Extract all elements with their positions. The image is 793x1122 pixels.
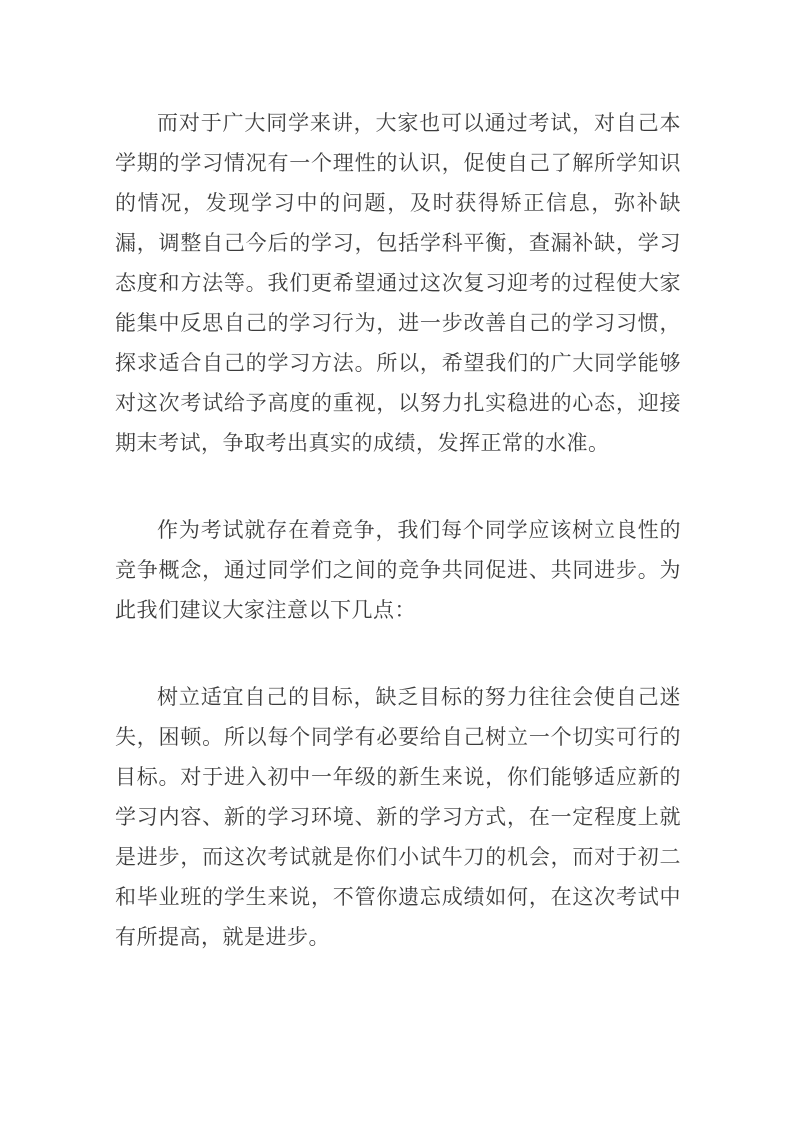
paragraph-goal-setting: 树立适宜自己的目标，缺乏目标的努力往往会使自己迷失，困顿。所以每个同学有必要给自己树立一个切实可行的目标。对于进入初中一年级的新生来说，你们能够适应新的学习内容、新的学习环境、新的学习方式，在一定程度上就是进步，而这次考试就是你们小试牛刀的机会，而对于初二和毕业班的学生来说，不管你遗忘成绩如何，在这次考试中有所提高，就是进步。 [115,685,681,949]
paragraph-exam-purpose: 而对于广大同学来讲，大家也可以通过考试，对自己本学期的学习情况有一个理性的认识，促使自己了解所学知识的情况，发现学习中的问题，及时获得矫正信息，弥补缺漏，调整自己今后的学习，包括学科平衡，查漏补缺，学习态度和方法等。我们更希望通过这次复习迎考的过程使大家能集中反思自己的学习行为，进一步改善自己的学习习惯，探求适合自己的学习方法。所以，希望我们的广大同学能够对这次考试给予高度的重视，以努力扎实稳进的心态，迎接期末考试，争取考出真实的成绩，发挥正常的水准。 [115,111,681,455]
paragraph-competition: 作为考试就存在着竞争，我们每个同学应该树立良性的竞争概念，通过同学们之间的竞争共同促进、共同进步。为此我们建议大家注意以下几点： [115,518,681,622]
